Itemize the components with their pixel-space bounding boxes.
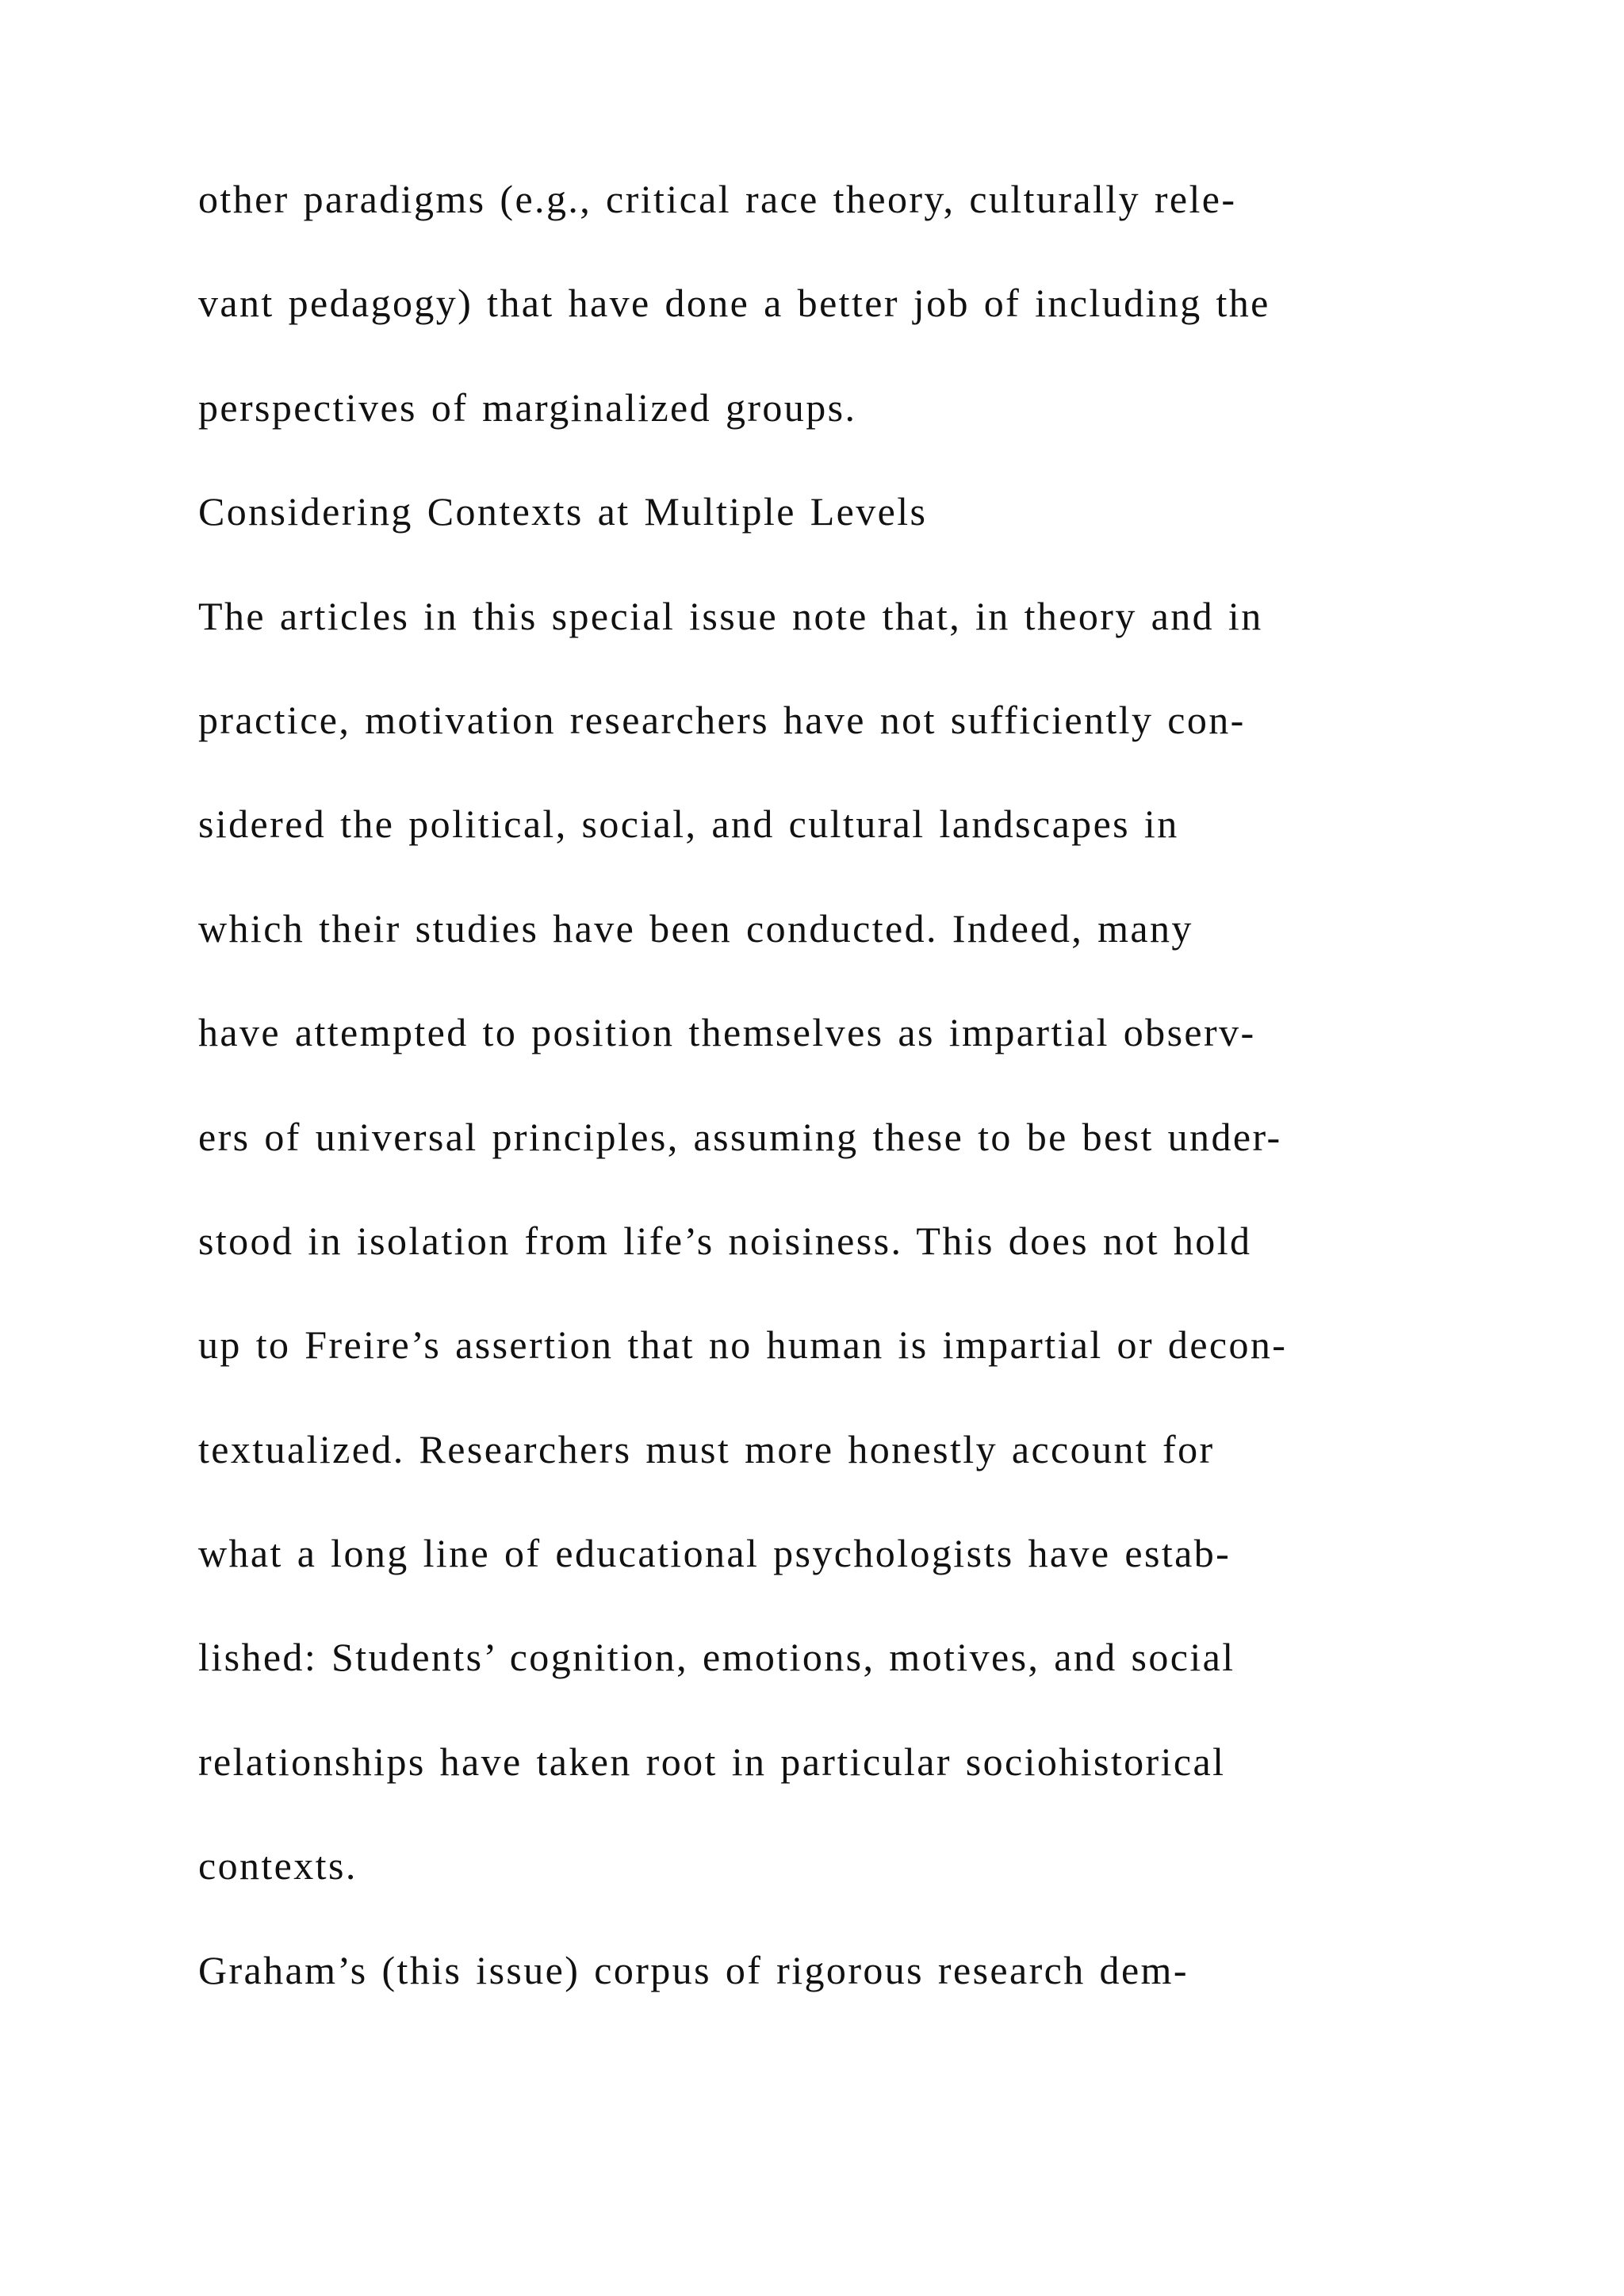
text-line: contexts. [198, 1843, 358, 1888]
text-line: relationships have taken root in particular sociohistorical [198, 1739, 1226, 1784]
text-line: which their studies have been conducted. Indeed, many [198, 905, 1193, 951]
text-line: have attempted to position themselves as impartial observ- [198, 1010, 1256, 1055]
text-line: up to Freire’s assertion that no human is impartial or decon- [198, 1322, 1288, 1368]
text-line: Graham’s (this issue) corpus of rigorous research dem- [198, 1947, 1189, 1992]
text-line: what a long line of educational psychologists have estab- [198, 1531, 1231, 1576]
text-line: perspectives of marginalized groups. [198, 385, 857, 430]
text-line: textualized. Researchers must more honestly account for [198, 1426, 1215, 1471]
text-line: sidered the political, social, and cultural landscapes in [198, 802, 1179, 847]
text-line: ers of universal principles, assuming these to be best under- [198, 1114, 1282, 1159]
text-line: stood in isolation from life’s noisiness. This does not hold [198, 1218, 1252, 1263]
text-line: other paradigms (e.g., critical race theory, culturally rele- [198, 177, 1237, 221]
document-text [198, 179, 1435, 2054]
text-line: practice, motivation researchers have not sufficiently con- [198, 697, 1246, 742]
section-heading: Considering Contexts at Multiple Levels [198, 489, 928, 534]
text-line: The articles in this special issue note that, in theory and in [198, 593, 1263, 638]
text-line: lished: Students’ cognition, emotions, motives, and social [198, 1635, 1235, 1680]
text-line: vant pedagogy) that have done a better job of including the [198, 281, 1270, 326]
